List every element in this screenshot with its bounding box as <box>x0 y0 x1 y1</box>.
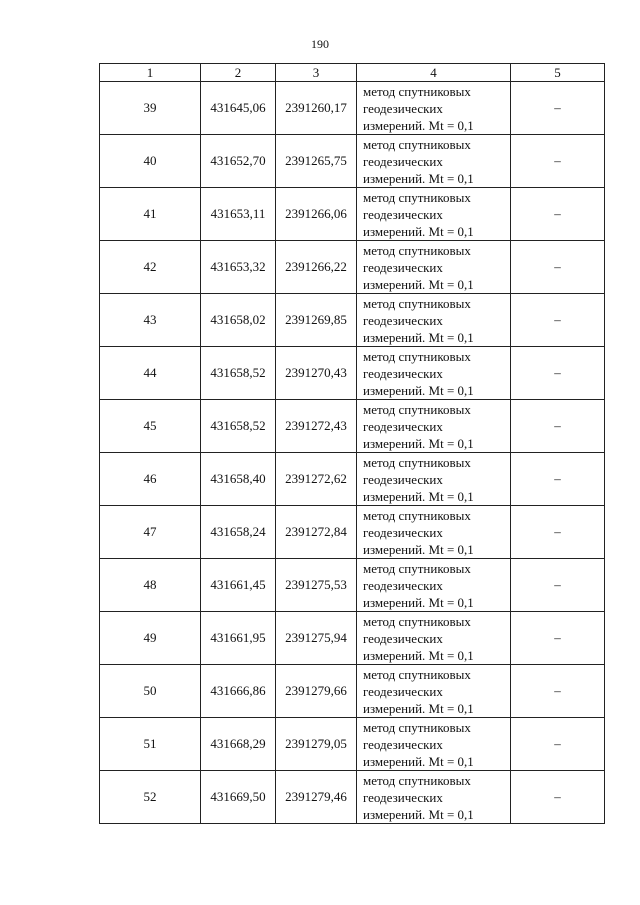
description-cell: – <box>511 665 605 718</box>
x-coordinate-cell: 431661,95 <box>201 612 276 665</box>
x-coordinate-cell: 431669,50 <box>201 771 276 824</box>
method-cell <box>357 241 511 294</box>
table-row <box>100 82 605 135</box>
method-line: метод спутниковых <box>363 507 471 523</box>
y-coordinate-cell: 2391272,43 <box>276 400 357 453</box>
y-coordinate-cell: 2391279,05 <box>276 718 357 771</box>
y-coordinate-cell: 2391265,75 <box>276 135 357 188</box>
method-line: метод спутниковых <box>363 295 471 311</box>
description-cell: – <box>511 294 605 347</box>
method-cell <box>357 718 511 771</box>
description-cell: – <box>511 400 605 453</box>
method-line: измерений. Mt = 0,1 <box>363 329 474 345</box>
table-row <box>100 506 605 559</box>
table-row <box>100 241 605 294</box>
table-row <box>100 559 605 612</box>
x-coordinate-cell: 431653,11 <box>201 188 276 241</box>
method-line: геодезических <box>363 524 443 540</box>
method-line: метод спутниковых <box>363 136 471 152</box>
x-coordinate-cell: 431658,02 <box>201 294 276 347</box>
point-number-cell: 44 <box>100 347 201 400</box>
method-line: геодезических <box>363 365 443 381</box>
table-row <box>100 294 605 347</box>
table-row <box>100 347 605 400</box>
y-coordinate-cell: 2391266,22 <box>276 241 357 294</box>
table-row <box>100 135 605 188</box>
x-coordinate-cell: 431658,52 <box>201 347 276 400</box>
method-cell <box>357 559 511 612</box>
x-coordinate-cell: 431668,29 <box>201 718 276 771</box>
description-cell: – <box>511 347 605 400</box>
method-cell <box>357 294 511 347</box>
point-number-cell: 47 <box>100 506 201 559</box>
method-line: геодезических <box>363 630 443 646</box>
table-row <box>100 771 605 824</box>
method-line: измерений. Mt = 0,1 <box>363 435 474 451</box>
method-line: измерений. Mt = 0,1 <box>363 753 474 769</box>
method-line: метод спутниковых <box>363 613 471 629</box>
method-line: геодезических <box>363 736 443 752</box>
table-row <box>100 665 605 718</box>
method-line: метод спутниковых <box>363 666 471 682</box>
x-coordinate-cell: 431658,40 <box>201 453 276 506</box>
header-col-1: 1 <box>100 64 201 82</box>
description-cell: – <box>511 718 605 771</box>
method-line: геодезических <box>363 259 443 275</box>
method-line: метод спутниковых <box>363 401 471 417</box>
point-number-cell: 45 <box>100 400 201 453</box>
method-line: геодезических <box>363 683 443 699</box>
method-line: метод спутниковых <box>363 189 471 205</box>
point-number-cell: 40 <box>100 135 201 188</box>
description-cell: – <box>511 771 605 824</box>
method-cell <box>357 82 511 135</box>
description-cell: – <box>511 82 605 135</box>
description-cell: – <box>511 559 605 612</box>
x-coordinate-cell: 431658,52 <box>201 400 276 453</box>
method-cell <box>357 453 511 506</box>
method-line: измерений. Mt = 0,1 <box>363 647 474 663</box>
table-row <box>100 400 605 453</box>
x-coordinate-cell: 431653,32 <box>201 241 276 294</box>
point-number-cell: 50 <box>100 665 201 718</box>
header-col-2: 2 <box>201 64 276 82</box>
point-number-cell: 41 <box>100 188 201 241</box>
method-line: измерений. Mt = 0,1 <box>363 488 474 504</box>
x-coordinate-cell: 431661,45 <box>201 559 276 612</box>
method-line: метод спутниковых <box>363 348 471 364</box>
header-col-3: 3 <box>276 64 357 82</box>
point-number-cell: 46 <box>100 453 201 506</box>
description-cell: – <box>511 135 605 188</box>
method-line: измерений. Mt = 0,1 <box>363 541 474 557</box>
x-coordinate-cell: 431658,24 <box>201 506 276 559</box>
method-line: измерений. Mt = 0,1 <box>363 170 474 186</box>
y-coordinate-cell: 2391275,94 <box>276 612 357 665</box>
method-line: измерений. Mt = 0,1 <box>363 382 474 398</box>
description-cell: – <box>511 506 605 559</box>
x-coordinate-cell: 431666,86 <box>201 665 276 718</box>
point-number-cell: 49 <box>100 612 201 665</box>
method-line: геодезических <box>363 577 443 593</box>
y-coordinate-cell: 2391275,53 <box>276 559 357 612</box>
header-col-5: 5 <box>511 64 605 82</box>
y-coordinate-cell: 2391269,85 <box>276 294 357 347</box>
table-row <box>100 188 605 241</box>
point-number-cell: 42 <box>100 241 201 294</box>
method-line: метод спутниковых <box>363 772 471 788</box>
method-line: измерений. Mt = 0,1 <box>363 223 474 239</box>
y-coordinate-cell: 2391272,84 <box>276 506 357 559</box>
method-line: измерений. Mt = 0,1 <box>363 276 474 292</box>
table-row <box>100 718 605 771</box>
point-number-cell: 52 <box>100 771 201 824</box>
y-coordinate-cell: 2391279,66 <box>276 665 357 718</box>
method-cell <box>357 665 511 718</box>
method-line: измерений. Mt = 0,1 <box>363 700 474 716</box>
page-number: 190 <box>311 37 329 51</box>
method-line: геодезических <box>363 312 443 328</box>
method-cell <box>357 771 511 824</box>
header-row <box>100 64 605 82</box>
x-coordinate-cell: 431652,70 <box>201 135 276 188</box>
method-line: метод спутниковых <box>363 560 471 576</box>
point-number-cell: 39 <box>100 82 201 135</box>
x-coordinate-cell: 431645,06 <box>201 82 276 135</box>
method-line: метод спутниковых <box>363 719 471 735</box>
method-cell <box>357 188 511 241</box>
coordinates-table <box>99 63 605 824</box>
method-line: геодезических <box>363 153 443 169</box>
table-row <box>100 453 605 506</box>
method-line: метод спутниковых <box>363 242 471 258</box>
method-line: геодезических <box>363 206 443 222</box>
table-row <box>100 612 605 665</box>
description-cell: – <box>511 612 605 665</box>
method-cell <box>357 612 511 665</box>
method-line: измерений. Mt = 0,1 <box>363 594 474 610</box>
method-line: метод спутниковых <box>363 454 471 470</box>
point-number-cell: 48 <box>100 559 201 612</box>
description-cell: – <box>511 188 605 241</box>
method-line: измерений. Mt = 0,1 <box>363 806 474 822</box>
y-coordinate-cell: 2391279,46 <box>276 771 357 824</box>
y-coordinate-cell: 2391272,62 <box>276 453 357 506</box>
point-number-cell: 43 <box>100 294 201 347</box>
method-line: геодезических <box>363 100 443 116</box>
y-coordinate-cell: 2391266,06 <box>276 188 357 241</box>
method-cell <box>357 400 511 453</box>
y-coordinate-cell: 2391270,43 <box>276 347 357 400</box>
header-col-4: 4 <box>357 64 511 82</box>
point-number-cell: 51 <box>100 718 201 771</box>
method-cell <box>357 135 511 188</box>
method-line: геодезических <box>363 471 443 487</box>
method-line: геодезических <box>363 418 443 434</box>
method-line: метод спутниковых <box>363 83 471 99</box>
description-cell: – <box>511 453 605 506</box>
method-cell <box>357 347 511 400</box>
method-cell <box>357 506 511 559</box>
method-line: измерений. Mt = 0,1 <box>363 117 474 133</box>
description-cell: – <box>511 241 605 294</box>
table-body <box>100 82 605 824</box>
table-header <box>100 64 605 82</box>
method-line: геодезических <box>363 789 443 805</box>
y-coordinate-cell: 2391260,17 <box>276 82 357 135</box>
